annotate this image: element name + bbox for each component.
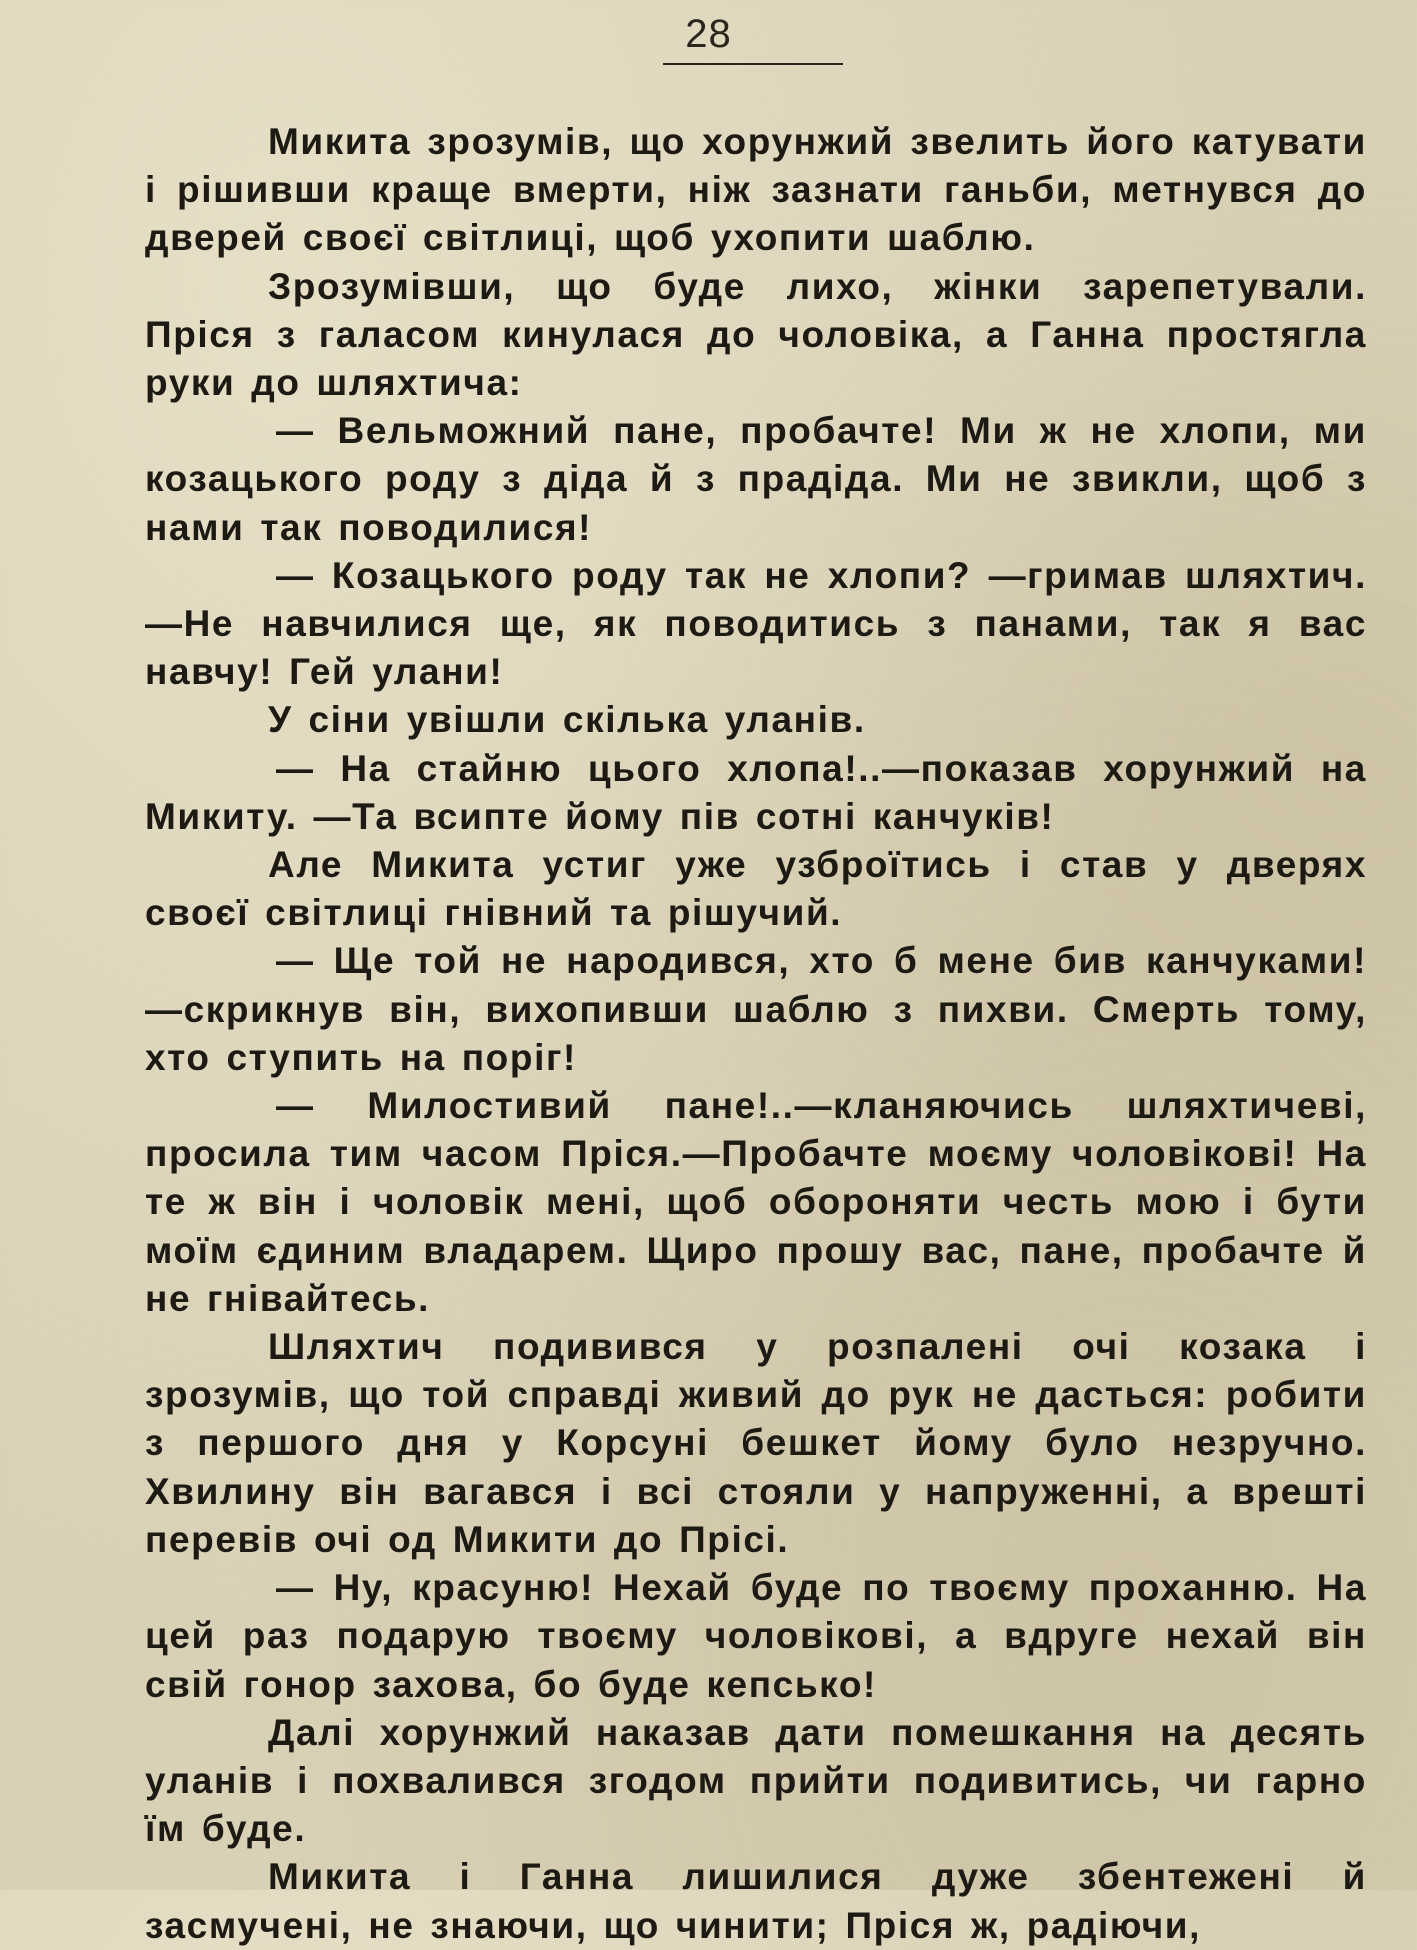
page-number-rule — [663, 63, 843, 65]
body-text — [145, 118, 1367, 1950]
page-number: 28 — [685, 12, 732, 56]
paragraph: Далі хорунжий наказав дати помешкання на десять уланів і похвалився згодом прийти подивитись, чи гарно їм буде. — [145, 1711, 1367, 1850]
paragraph: Микита і Ганна лишилися дуже збентежені й засмучені, не знаючи, що чинити; Пріся ж, радіючи, — [145, 1856, 1367, 1946]
paragraph: — Ще той не народився, хто б мене бив канчуками!—скрикнув він, вихопивши шаблю з пихви. Смерть тому, хто ступить на поріг! — [145, 940, 1367, 1078]
paragraph: Зрозумівши, що буде лихо, жінки зарепетували. Пріся з галасом кинулася до чоловіка, а Ганна простягла руки до шляхтича: — [145, 265, 1367, 404]
paragraph: Микита зрозумів, що хорунжий звелить його катувати і рішивши краще вмерти, ніж зазнати ганьби, метнувся до дверей своєї світлиці, щоб ухопити шаблю. — [145, 121, 1367, 259]
paragraph: — Козацького роду так не хлопи? —гримав шляхтич.—Не навчилися ще, як поводитись з панами, так я вас навчу! Гей улани! — [145, 554, 1367, 693]
paragraph: — На стайню цього хлопа!..—показав хорунжий на Микиту. —Та всипте йому пів сотні канчуків! — [145, 747, 1367, 837]
paragraph: У сіни увішли скілька уланів. — [268, 699, 866, 741]
paragraph: Але Микита устиг уже узброїтись і став у дверях своєї світлиці гнівний та рішучий. — [145, 844, 1367, 934]
paragraph: Шляхтич подивився у розпалені очі козака і зрозумів, що той справді живий до рук не дасться: робити з першого дня у Корсуні бешкет йому було незручно. Хвилину він вагався і всі стояли у напруженні, а врешті перевів очі од Микити до Прісі. — [145, 1326, 1367, 1560]
paragraph: — Вельможний пане, пробачте! Ми ж не хлопи, ми козацького роду з діда й з прадіда. Ми не звикли, щоб з нами так поводилися! — [145, 410, 1367, 548]
paragraph: — Милостивий пане!..—кланяючись шляхтичеві, просила тим часом Пріся.—Пробачте моєму чоловікові! На те ж він і чоловік мені, щоб обороняти честь мою і бути моїм єдиним владарем. Щиро прошу вас, пане, пробачте й не гнівайтесь. — [145, 1085, 1367, 1319]
paragraph: — Ну, красуню! Нехай буде по твоєму проханню. На цей раз подарую твоєму чоловікові, а вдруге нехай він свій гонор захова, бо буде кепсько! — [145, 1567, 1367, 1705]
